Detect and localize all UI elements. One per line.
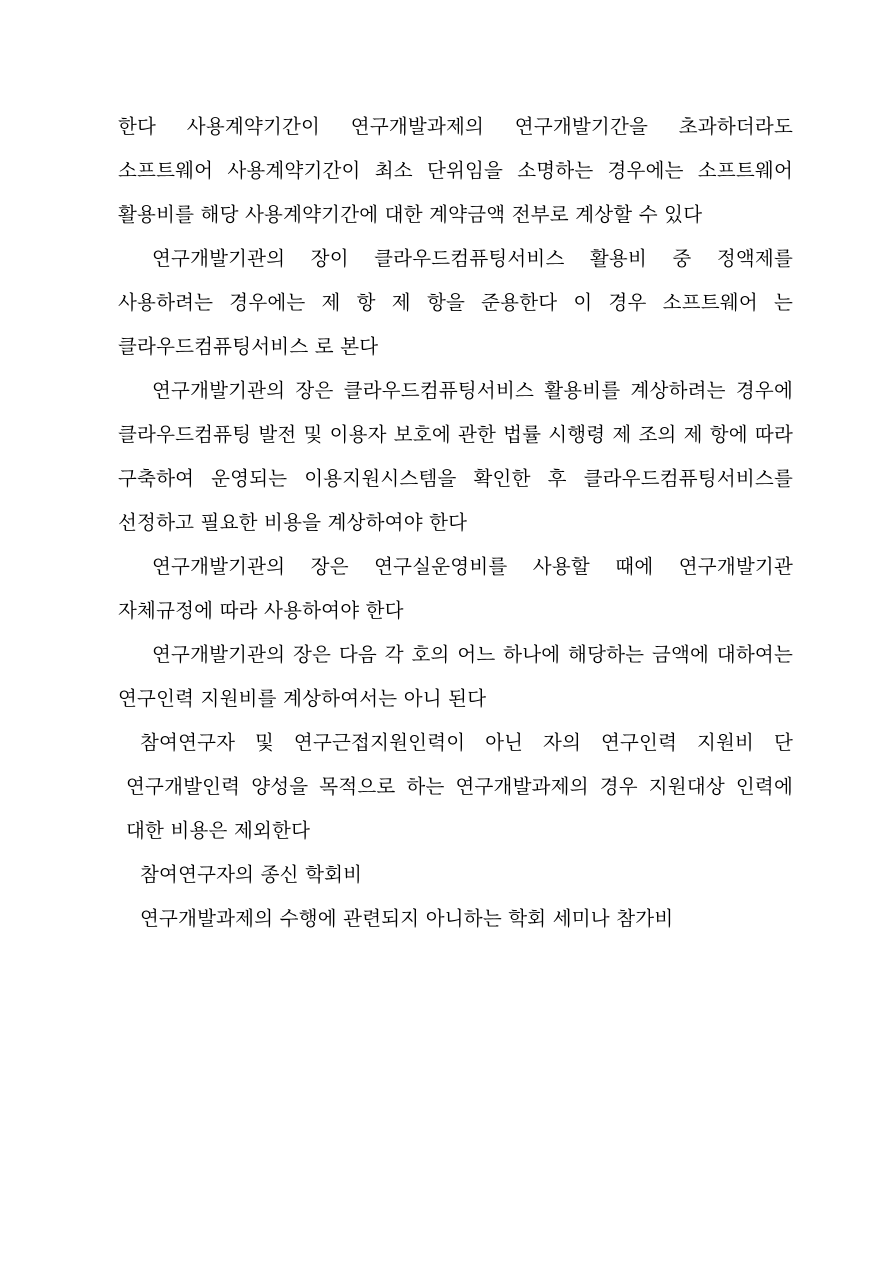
document-body (118, 105, 793, 941)
paragraph-6: 참여연구자 및 연구근접지원인력이 아닌 자의 연구인력 지원비 단 연구개발인력 양성을 목적으로 하는 연구개발과제의 경우 지원대상 인력에 대한 비용은 제외한다 (126, 731, 793, 842)
paragraph-7: 참여연구자의 종신 학회비 (140, 863, 363, 886)
paragraph-1: 한다 사용계약기간이 연구개발과제의 연구개발기간을 초과하더라도 소프트웨어 사용계약기간이 최소 단위임을 소명하는 경우에는 소프트웨어 활용비를 해당 사용계약기간에 대한 계약금액 전부로 계상할 수 있다 (118, 115, 793, 226)
paragraph-3: 연구개발기관의 장은 클라우드컴퓨팅서비스 활용비를 계상하려는 경우에 클라우드컴퓨팅 발전 및 이용자 보호에 관한 법률 시행령 제 조의 제 항에 따라 구축하여 운영되는 이용지원시스템을 확인한 후 클라우드컴퓨팅서비스를 선정하고 필요한 비용을 계상하여야 한다 (118, 379, 793, 534)
paragraph-4: 연구개발기관의 장은 연구실운영비를 사용할 때에 연구개발기관 자체규정에 따라 사용하여야 한다 (118, 555, 793, 622)
paragraph-8: 연구개발과제의 수행에 관련되지 아니하는 학회 세미나 참가비 (140, 907, 674, 930)
paragraph-2: 연구개발기관의 장이 클라우드컴퓨팅서비스 활용비 중 정액제를 사용하려는 경우에는 제 항 제 항을 준용한다 이 경우 소프트웨어 는 클라우드컴퓨팅서비스 로 본다 (118, 247, 793, 358)
paragraph-5: 연구개발기관의 장은 다음 각 호의 어느 하나에 해당하는 금액에 대하여는 연구인력 지원비를 계상하여서는 아니 된다 (118, 643, 793, 710)
